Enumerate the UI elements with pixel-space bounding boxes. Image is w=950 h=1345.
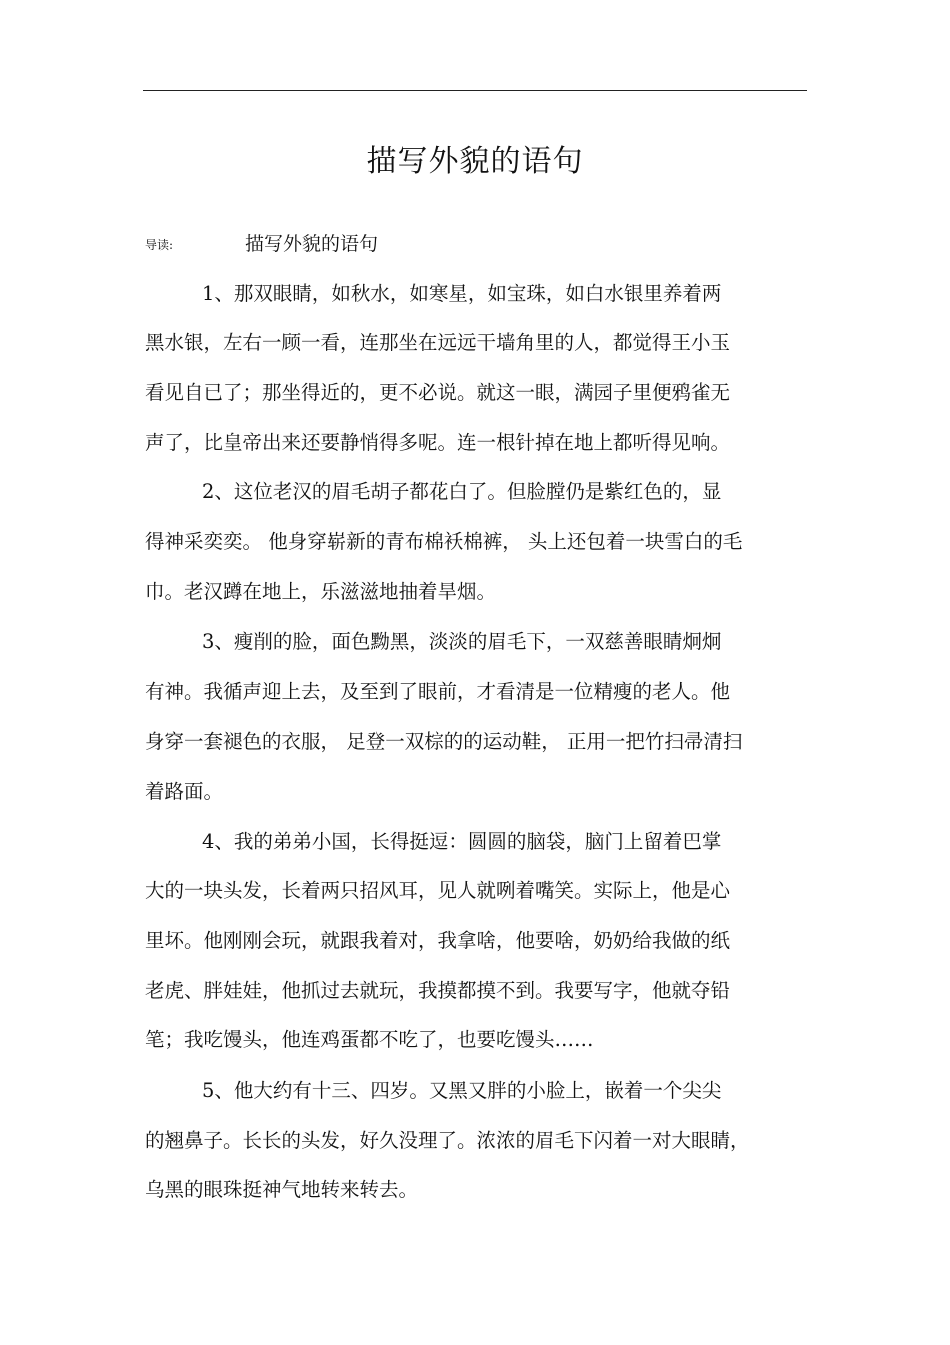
paragraph-2-line-1: 2、这位老汉的眉毛胡子都花白了。但脸膛仍是紫红色的，显 [202,480,722,503]
page-title: 描写外貌的语句 [366,144,584,179]
paragraph-4-line-4: 老虎、胖娃娃，他抓过去就玩，我摸都摸不到。我要写字，他就夺铅 [145,979,731,1002]
paragraph-4-line-1: 4、我的弟弟小国，长得挺逗：圆圆的脑袋，脑门上留着巴掌 [202,830,722,853]
paragraph-3-line-4: 着路面。 [145,780,224,803]
paragraph-4-line-5: 笔；我吃馒头，他连鸡蛋都不吃了，也要吃馒头…… [145,1028,594,1051]
intro-label: 导读: [145,238,174,252]
paragraph-1-line-2: 黑水银，左右一顾一看，连那坐在远远干墙角里的人，都觉得王小玉 [145,331,731,354]
paragraph-4-line-3: 里坏。他刚刚会玩，就跟我着对，我拿啥，他要啥，奶奶给我做的纸 [145,929,731,952]
header-rule [143,90,807,91]
paragraph-5-line-1: 5、他大约有十三、四岁。又黑又胖的小脸上，嵌着一个尖尖 [202,1079,722,1102]
intro-text: 描写外貌的语句 [245,233,379,255]
paragraph-1-line-1: 1、那双眼睛，如秋水，如寒星，如宝珠，如白水银里养着两 [202,282,722,305]
paragraph-2-line-3: 巾。老汉蹲在地上，乐滋滋地抽着旱烟。 [145,580,497,603]
paragraph-5-line-2: 的翘鼻子。长长的头发，好久没理了。浓浓的眉毛下闪着一对大眼睛， [145,1129,750,1152]
paragraph-3-line-1: 3、瘦削的脸，面色黝黑，淡淡的眉毛下，一双慈善眼睛炯炯 [202,630,722,653]
intro-row [145,229,805,259]
paragraph-1-line-4: 声了，比皇帝出来还要静悄得多呢。连一根针掉在地上都听得见响。 [145,431,731,454]
paragraph-1-line-3: 看见自已了；那坐得近的，更不必说。就这一眼，满园子里便鸦雀无 [145,381,731,404]
paragraph-3-line-2: 有神。我循声迎上去，及至到了眼前，才看清是一位精瘦的老人。他 [145,680,731,703]
paragraph-5-line-3: 乌黑的眼珠挺神气地转来转去。 [145,1178,419,1201]
paragraph-3-line-3: 身穿一套褪色的衣服， 足登一双棕的的运动鞋， 正用一把竹扫帚清扫 [145,730,743,753]
paragraph-4-line-2: 大的一块头发，长着两只招风耳，见人就咧着嘴笑。实际上，他是心 [145,879,731,902]
paragraph-2-line-2: 得神采奕奕。 他身穿崭新的青布棉袄棉裤， 头上还包着一块雪白的毛 [145,530,743,553]
